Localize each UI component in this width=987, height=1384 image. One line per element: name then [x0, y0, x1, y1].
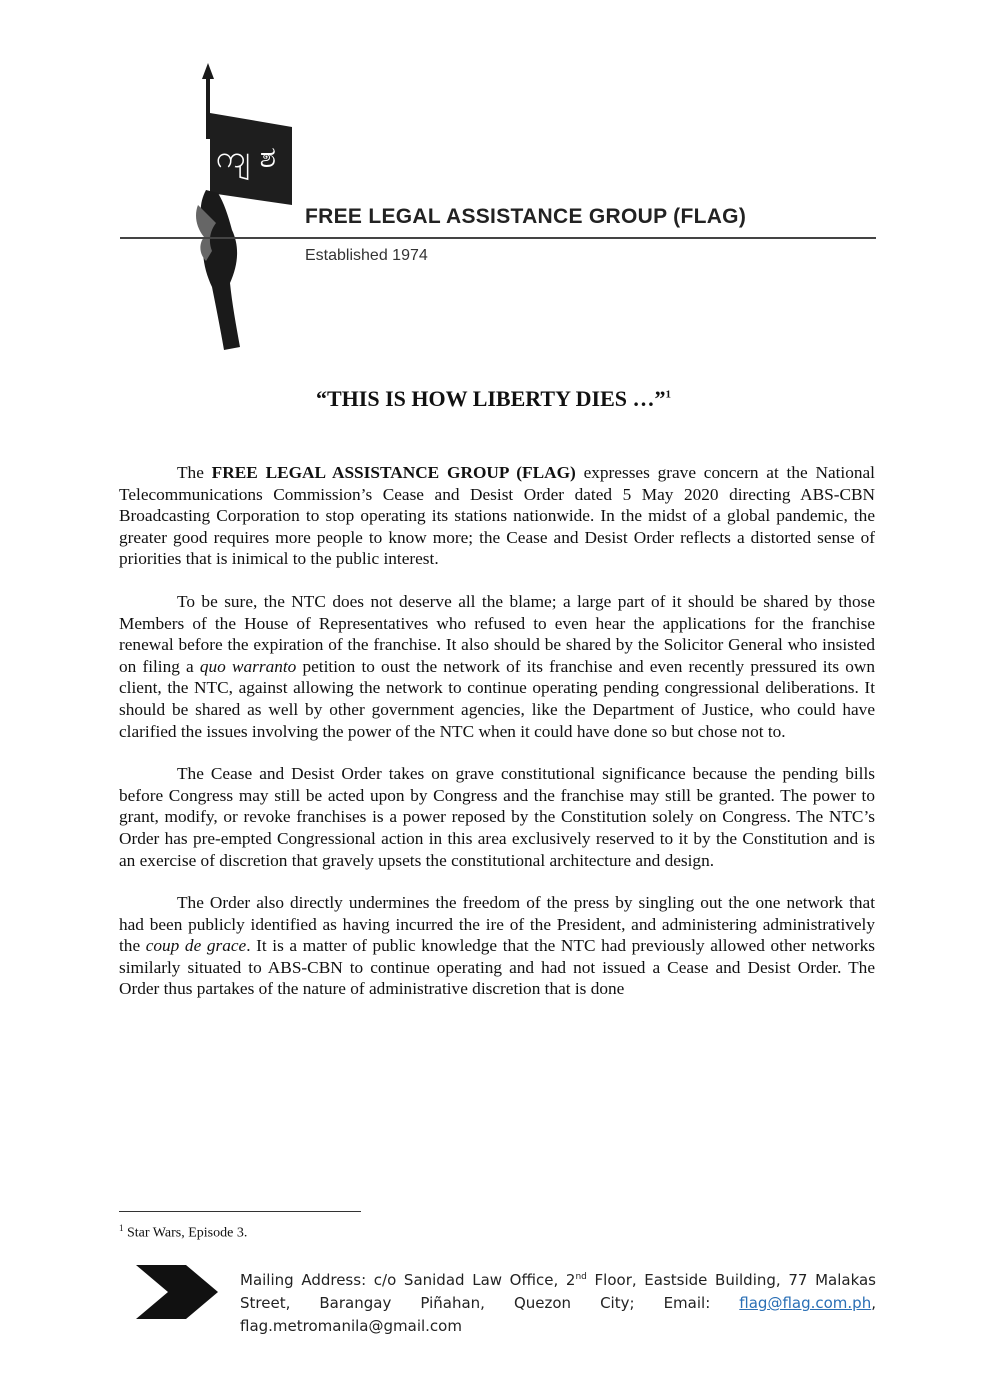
p2-italic: quo warranto	[199, 656, 297, 676]
address-part1: Mailing Address: c/o Sanidad Law Office, 2	[240, 1271, 576, 1289]
footnote	[119, 1223, 247, 1242]
email-link[interactable]: flag@flag.com.ph	[739, 1294, 872, 1312]
title-footnote-ref: 1	[665, 388, 671, 401]
p1-org-bold: FREE LEGAL ASSISTANCE GROUP (FLAG)	[211, 463, 576, 482]
established-text: Established 1974	[305, 247, 428, 264]
p4-before: The Order also directly undermines the freedom of the press by singling out the one network that had been publicly identified as having incurred the ire of the President, and administering administratively the	[119, 893, 875, 956]
footnote-text: Star Wars, Episode 3.	[123, 1225, 248, 1241]
p2-before: To be sure, the NTC does not deserve all the blame; a large part of it should be shared by those Members of the House of Representatives who refused to even hear the applications for the franchise renewal before the expiration of the franchise. It also should be shared by the Solicitor General who insisted on filing a	[119, 591, 875, 676]
mailing-address	[240, 1266, 876, 1338]
paragraph-2	[119, 591, 875, 742]
address-part3: , flag.metromanila@gmail.com	[240, 1294, 876, 1335]
flag-logo-icon	[120, 55, 310, 355]
p4-italic: coup de grace	[145, 936, 247, 956]
page-title	[0, 386, 987, 412]
chevron-right-icon	[136, 1265, 218, 1319]
p4-after: . It is a matter of public knowledge that the NTC had previously allowed other networks similarly situated to ABS-CBN to continue operating and had not issued a Cease and Desist Order. The Order thus partakes of the nature of administrative discretion that is done	[119, 936, 876, 999]
paragraph-1	[119, 462, 875, 570]
address-sup: nd	[575, 1272, 587, 1282]
p1-rest: expresses grave concern at the National Telecommunications Commission’s Cease and Desist Order dated 5 May 2020 directing ABS-CBN Broadcasting Corporation to stop operating its stations nationwide. In the midst of a global pandemic, the greater good requires more people to know more; the Cease and Desist Order reflects a distorted sense of priorities that is inimical to the public interest.	[119, 463, 875, 569]
p2-after: petition to oust the network of its franchise and even recently pressured its own client, the NTC, against allowing the network to continue operating pending congressional deliberations. It should be shared as well by other government agencies, like the Department of Justice, who could have clarified the issues involving the power of the NTC when it could have done so but chose not to.	[119, 656, 875, 741]
svg-text:ကျ ಶ: ကျ ಶ	[216, 140, 277, 175]
footnote-divider	[119, 1211, 361, 1212]
footnote-number: 1	[119, 1223, 124, 1233]
org-name: FREE LEGAL ASSISTANCE GROUP (FLAG)	[305, 205, 747, 228]
paragraph-3: The Cease and Desist Order takes on grave constitutional significance because the pending bills before Congress may still be acted upon by Congress and the franchise may still be granted. The power to grant, modify, or revoke franchises is a power reposed by the Constitution solely on Congress. The NTC’s Order has pre-empted Congressional action in this area exclusively reserved to it by the Constitution and is an exercise of discretion that gravely upsets the constitutional architecture and design.	[119, 764, 875, 870]
header-divider	[120, 237, 876, 239]
title-text: “THIS IS HOW LIBERTY DIES …”	[315, 386, 666, 411]
header-logo-area	[120, 55, 880, 355]
p1-intro: The	[177, 463, 212, 482]
address-part2: Floor, Eastside Building, 77 Malakas Street, Barangay Piñahan, Quezon City; Email:	[240, 1271, 877, 1312]
paragraph-4	[119, 892, 875, 1000]
body-text	[119, 462, 875, 1021]
